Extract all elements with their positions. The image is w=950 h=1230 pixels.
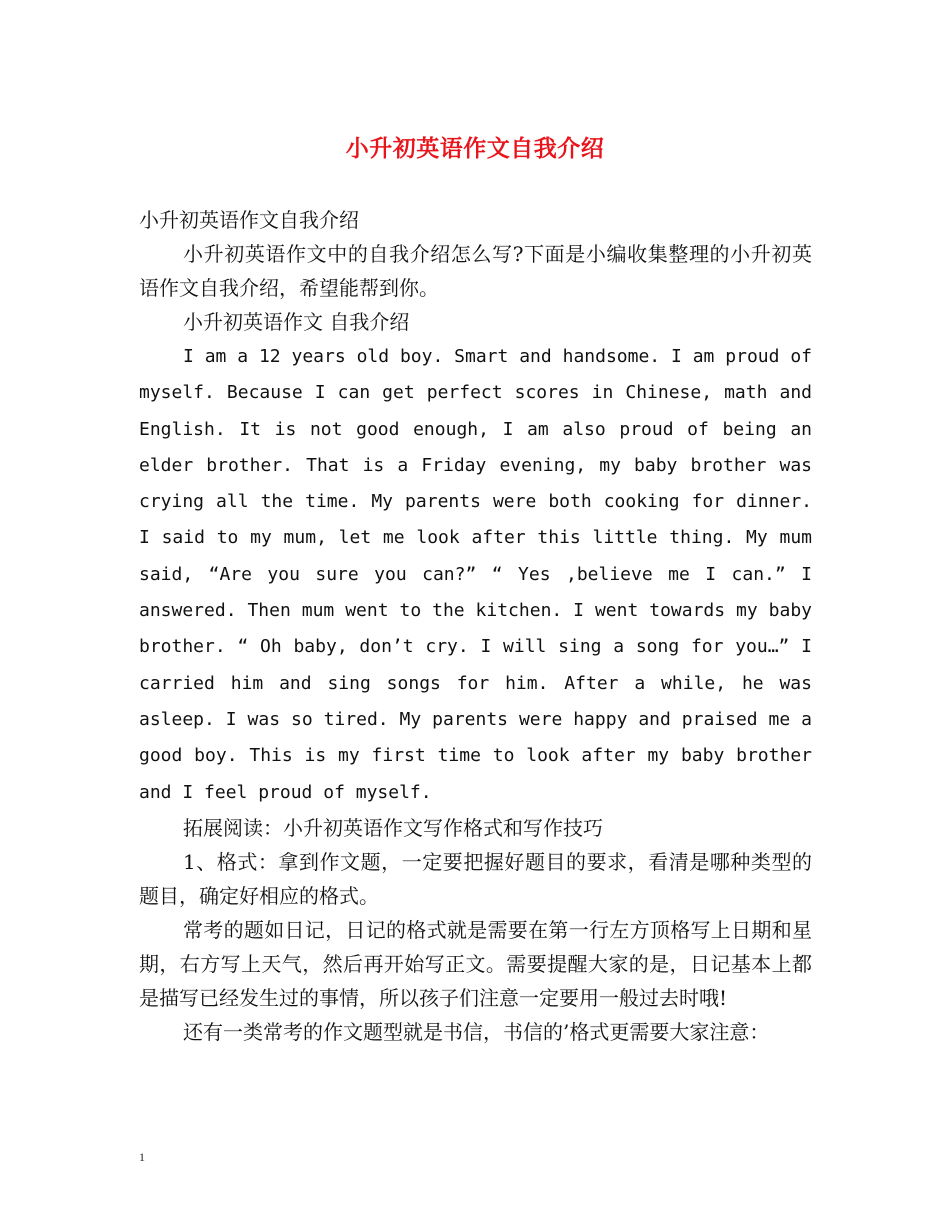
letter-paragraph: 还有一类常考的作文题型就是书信，书信的’格式更需要大家注意：	[183, 1019, 770, 1044]
document-title: 小升初英语作文自我介绍	[345, 135, 605, 162]
format-paragraph: 1、格式：拿到作文题，一定要把握好题目的要求，看清是哪种类型的题目，确定好相应的格式。	[139, 849, 812, 908]
essay-heading: 小升初英语作文 自我介绍	[183, 310, 410, 334]
diary-paragraph: 常考的题如日记，日记的格式就是需要在第一行左方顶格写上日期和星期，右方写上天气，然后再开始写正文。需要提醒大家的是，日记基本上都是描写已经发生过的事情，所以孩子们注意一定要用一般过去时哦!	[139, 917, 812, 1010]
intro-paragraph: 小升初英语作文中的自我介绍怎么写?下面是小编收集整理的小升初英语作文自我介绍，希望能帮到你。	[139, 242, 812, 300]
extended-reading-heading: 拓展阅读：小升初英语作文写作格式和写作技巧	[183, 815, 603, 840]
english-essay-paragraph: I am a 12 years old boy. Smart and handsome. I am proud of myself. Because I can get perfect scores in Chinese, math and English. It is not good enough, I am also proud of being an elder brother. That is a Friday evening, my baby brother was crying all the time. My parents were both cooking for dinner. I said to my mum, let me look after this little thing. My mum said, “Are you sure you can?” “ Yes ,believe me I can.” I answered. Then mum went to the kitchen. I went towards my baby brother. “ Oh baby, don’t cry. I will sing a song for you…” I carried him and sing songs for him. After a while, he was asleep. I was so tired. My parents were happy and praised me a good boy. This is my first time to look after my baby brother and I feel proud of myself.	[139, 346, 812, 803]
subheading: 小升初英语作文自我介绍	[139, 208, 359, 232]
page-number: 1	[139, 1150, 145, 1164]
document-body	[139, 203, 812, 1049]
